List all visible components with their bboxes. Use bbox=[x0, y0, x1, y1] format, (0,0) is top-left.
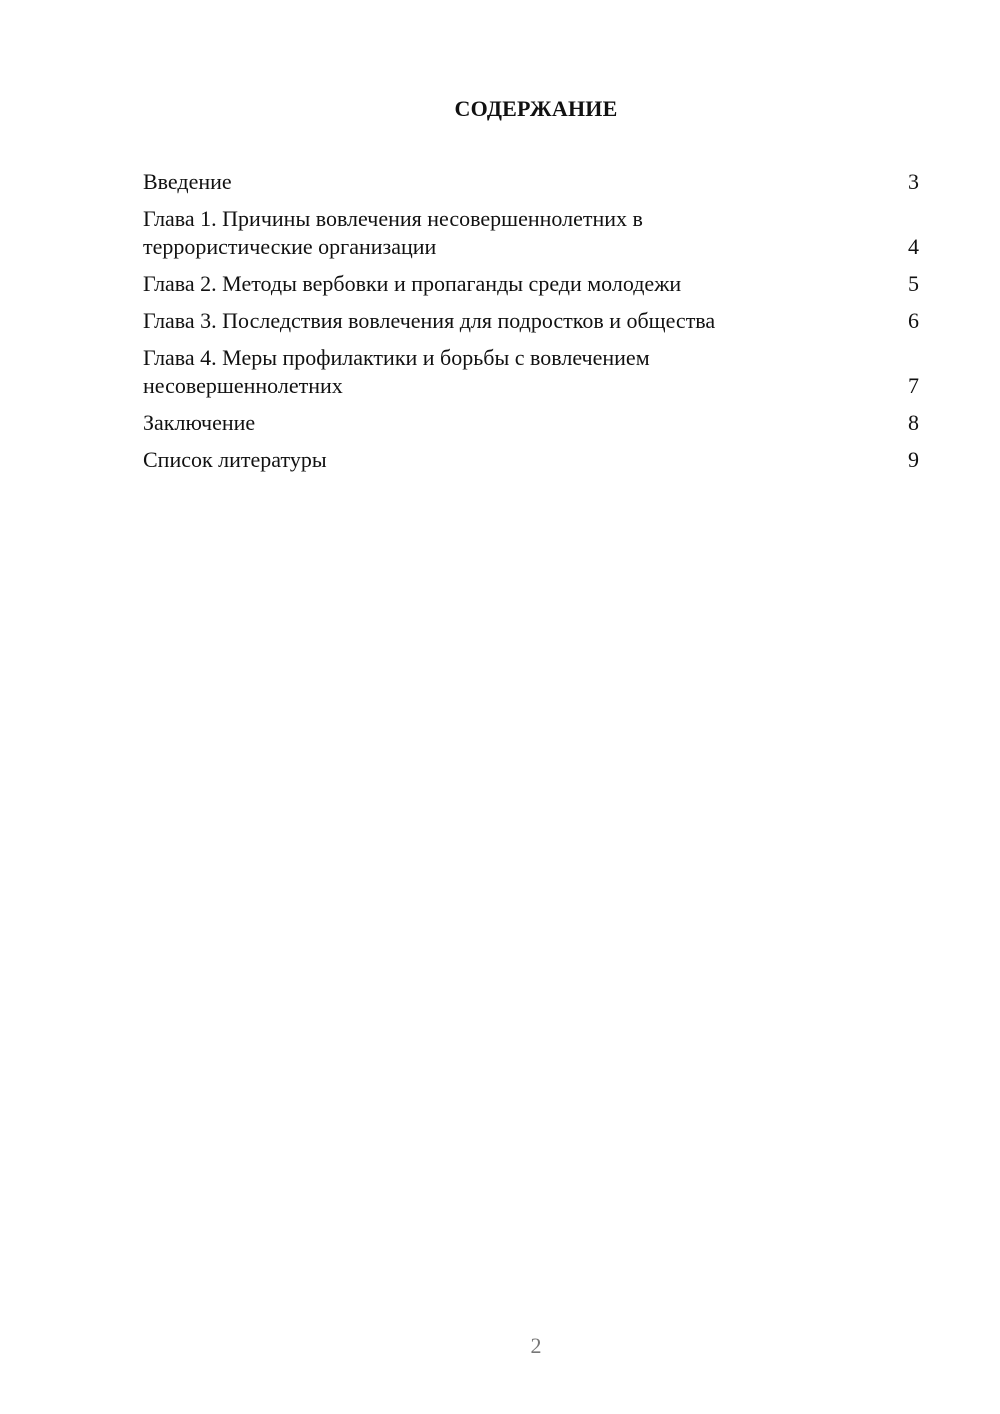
toc-entry-label: Глава 1. Причины вовлечения несовершеннолетних в террористические организации bbox=[143, 206, 643, 259]
toc-entry-label: Глава 2. Методы вербовки и пропаганды среди молодежи bbox=[143, 271, 682, 296]
toc-entry-page: 8 bbox=[908, 410, 919, 435]
toc-entry-label: Заключение bbox=[143, 410, 256, 435]
toc-entry-label: Глава 4. Меры профилактики и борьбы с вовлечением несовершеннолетних bbox=[143, 345, 650, 398]
toc-entry-chapter-4 bbox=[143, 344, 919, 400]
page-number: 2 bbox=[530, 1333, 542, 1358]
toc-entry-page: 5 bbox=[908, 271, 919, 296]
table-of-contents bbox=[143, 168, 919, 483]
toc-entry-page: 4 bbox=[908, 234, 919, 259]
toc-entry-page: 3 bbox=[908, 169, 919, 194]
toc-entry-chapter-3 bbox=[143, 307, 919, 335]
toc-entry-label: Список литературы bbox=[143, 447, 327, 472]
toc-entry-introduction bbox=[143, 168, 919, 196]
toc-entry-references bbox=[143, 446, 919, 474]
toc-entry-chapter-1 bbox=[143, 205, 919, 261]
page-title: СОДЕРЖАНИЕ bbox=[454, 96, 618, 121]
toc-entry-page: 7 bbox=[908, 373, 919, 398]
toc-entry-label: Глава 3. Последствия вовлечения для подростков и общества bbox=[143, 308, 716, 333]
toc-entry-label: Введение bbox=[143, 169, 232, 194]
toc-entry-page: 6 bbox=[908, 308, 919, 333]
toc-entry-page: 9 bbox=[908, 447, 919, 472]
toc-entry-chapter-2 bbox=[143, 270, 919, 298]
toc-entry-conclusion bbox=[143, 409, 919, 437]
